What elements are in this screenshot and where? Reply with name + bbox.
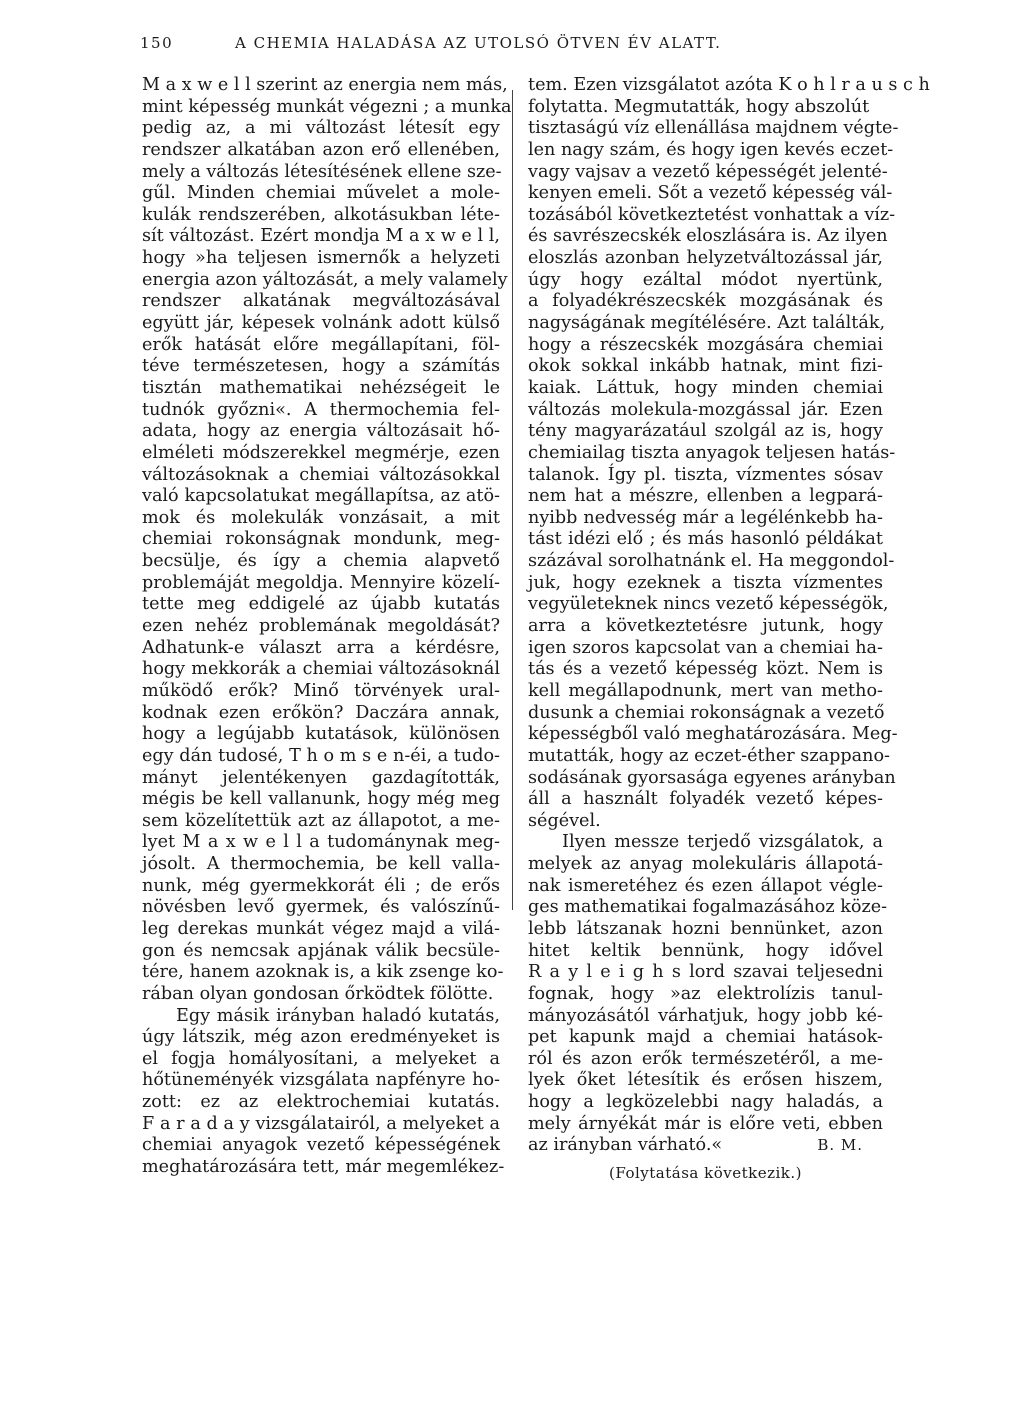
text-line: hogy »ha teljesen ismernők a helyzeti (142, 248, 500, 269)
column-divider (512, 90, 513, 910)
text-line: a folyadékrészecskék mozgásának és (528, 291, 883, 312)
text-line: tem. Ezen vizsgálatot azóta K o h l r a u s c h (528, 75, 930, 95)
text-line: okok sokkal inkább hatnak, mint fizi- (528, 356, 883, 377)
text-line: kulák rendszerében, alkotásukban léte- (142, 204, 500, 225)
closing-text: az irányban várható.« (528, 1135, 723, 1156)
right-column (528, 75, 930, 1185)
text-line: hogy mekkorák a chemiai változásoknál (142, 659, 500, 680)
text-line: rendszer alkatában azon erő ellenében, (142, 139, 500, 160)
text-line: nyibb nedvesség már a legélénkebb ha- (528, 507, 883, 528)
text-line: képességből való meghatározására. Meg- (528, 724, 898, 745)
continuation-note: (Folytatása következik.) (609, 1164, 802, 1183)
text-line: téve természetesen, hogy a számítás (142, 356, 500, 377)
text-line: sodásának gyorsasága egyenes arányban (528, 767, 896, 788)
text-line: ségével. (528, 810, 601, 831)
text-line: juk, hogy ezeknek a tiszta vízmentes (528, 572, 883, 593)
text-line: és savrészecskék eloszlására is. Az ilyen (528, 226, 888, 247)
text-line: folytatta. Megmutatták, hogy abszolút (528, 96, 870, 117)
text-line: leg derekas munkát végez majd a vilá- (142, 918, 500, 939)
text-line: áll a használt folyadék vezető képes- (528, 789, 883, 810)
text-line: vegyületeknek nincs vezető képességök, (528, 594, 889, 615)
text-line: lebb látszanak hozni bennünket, azon (528, 918, 883, 939)
text-line: nagyságának megítélésére. Azt találták, (528, 313, 886, 334)
text-line: hitet keltik bennünk, hogy idővel (528, 940, 883, 961)
text-line: arra a következtetésre jutunk, hogy (528, 616, 883, 637)
text-line: mányt jelentékenyen gazdagították, (142, 767, 500, 788)
text-line: hogy a részecskék mozgására chemiai (528, 334, 883, 355)
text-line: Adhatunk-e választ arra a kérdésre, (142, 637, 500, 658)
closing-line (528, 1135, 883, 1157)
text-line: kenyen emeli. Sőt a vezető képesség vál- (528, 183, 893, 204)
text-line: ezen nehéz problemának megoldását? (142, 616, 500, 637)
text-line: mok és molekulák vonzásait, a mit (142, 507, 500, 528)
page-number: 150 (140, 34, 174, 52)
text-line: elméleti módszerekkel megmérje, ezen (142, 442, 500, 463)
text-line: egy dán tudosé, T h o m s e n-éi, a tudo- (142, 745, 500, 766)
text-line: kaiak. Láttuk, hogy minden chemiai (528, 377, 883, 398)
text-line: becsülje, és így a chemia alapvető (142, 551, 500, 572)
text-line: tény magyarázatául szolgál az is, hogy (528, 421, 883, 442)
text-line: chemiailag tiszta anyagok teljesen hatás- (528, 442, 896, 463)
text-line: változás molekula-mozgással jár. Ezen (528, 399, 883, 420)
text-line: tást idézi elő ; és más hasonló példákat (528, 529, 883, 550)
text-line: fognak, hogy »az elektrolízis tanul- (528, 983, 883, 1004)
text-line: pedig az, a mi változást létesít egy (142, 118, 500, 139)
text-line: nunk, még gyermekkorát éli ; de erős (142, 875, 500, 896)
text-line: el fogja homályosítani, a melyeket a (142, 1048, 500, 1069)
text-line: chemiai rokonságnak mondunk, meg- (142, 529, 500, 550)
text-line: kodnak ezen erőkön? Daczára annak, (142, 702, 500, 723)
text-line: lyek őket létesítik és erősen hiszem, (528, 1070, 883, 1091)
text-line: gűl. Minden chemiai művelet a mole- (142, 183, 500, 204)
text-line: rendszer alkatának megváltozásával (142, 291, 500, 312)
text-line: problemáját megoldja. Mennyire közelí- (142, 572, 500, 593)
text-line: tére, hanem azoknak is, a kik zsenge ko- (142, 962, 504, 983)
text-line: való kapcsolatukat megállapítsa, az atö- (142, 486, 500, 507)
text-line: len nagy szám, és hogy igen kevés eczet- (528, 139, 894, 160)
text-line: F a r a d a y vizsgálatairól, a melyeket a (142, 1113, 500, 1134)
running-title: A CHEMIA HALADÁSA AZ UTOLSÓ ÖTVEN ÉV ALATT. (235, 34, 722, 52)
text-line: chemiai anyagok vezető képességének (142, 1135, 500, 1156)
text-line: mely árnyékát már is előre veti, ebben (528, 1113, 883, 1134)
text-line: zott: ez az elektrochemiai kutatás. (142, 1092, 500, 1113)
text-line: nak ismeretéhez és ezen állapot végle- (528, 875, 883, 896)
text-line: mégis be kell vallanunk, hogy még meg (142, 789, 500, 810)
text-line: eloszlás azonban helyzetváltozással jár, (528, 248, 883, 269)
author-initials: B. M. (817, 1136, 863, 1155)
text-line: gon és nemcsak apjának válik becsüle- (142, 940, 500, 961)
text-line: energia azon yáltozását, a mely valamely (142, 269, 508, 290)
text-line: mányozásától várhatjuk, hogy jobb ké- (528, 1005, 883, 1026)
text-line: meghatározására tett, már megemlékez- (142, 1157, 505, 1178)
text-line: tisztaságú víz ellenállása majdnem végte- (528, 118, 899, 139)
text-line: rában olyan gondosan őrködtek fölötte. (142, 983, 494, 1004)
text-line: dusunk a chemiai rokonságnak a vezető (528, 702, 885, 723)
text-line: kell megállapodnunk, mert van metho- (528, 680, 883, 701)
text-line: igen szoros kapcsolat van a chemiai ha- (528, 637, 883, 658)
text-line: tette meg eddigelé az újabb kutatás (142, 594, 500, 615)
text-line: úgy látszik, még azon eredményeket is (142, 1027, 500, 1048)
text-line: százával sorolhatnánk el. Ha meggondol- (528, 551, 895, 572)
text-line: mutatták, hogy az eczet-éther szappano- (528, 745, 890, 766)
text-line: adata, hogy az energia változásait hő- (142, 421, 500, 442)
text-line: melyek az anyag molekuláris állapotá- (528, 854, 883, 875)
text-line: pet kapunk majd a chemiai hatások- (528, 1027, 883, 1048)
text-line: hogy a legközelebbi nagy haladás, a (528, 1092, 883, 1113)
text-line: hogy a legújabb kutatások, különösen (142, 724, 500, 745)
text-line: úgy hogy ezáltal módot nyertünk, (528, 269, 883, 290)
text-line: tás és a vezető képesség közt. Nem is (528, 659, 883, 680)
text-line: működő erők? Minő törvények ural- (142, 680, 500, 701)
text-line: erők hatását előre megállapítani, föl- (142, 334, 500, 355)
text-line: lyet M a x w e l l a tudománynak meg- (142, 832, 500, 853)
text-line: változásoknak a chemiai változásokkal (142, 464, 500, 485)
text-line: M a x w e l l szerint az energia nem más, (142, 75, 508, 95)
text-line: mely a változás létesítésének ellene sze- (142, 161, 502, 182)
text-line: ges mathematikai fogalmazásához köze- (528, 897, 888, 918)
text-line: nem hat a mészre, ellenben a legpará- (528, 486, 883, 507)
running-header (140, 34, 900, 58)
text-line: Egy másik irányban haladó kutatás, (176, 1005, 500, 1026)
text-line: tozásából következtetést vonhattak a víz- (528, 204, 896, 225)
text-line: tudnók győzni«. A thermochemia fel- (142, 399, 500, 420)
left-column (142, 75, 512, 1179)
text-line: R a y l e i g h s lord szavai teljesedni (528, 962, 883, 983)
text-line: ról és azon erők természetéről, a me- (528, 1048, 883, 1069)
text-line: hőtüneményék vizsgálata napfényre ho- (142, 1070, 500, 1091)
text-line: növésben levő gyermek, és valószínű- (142, 897, 500, 918)
text-line: jósolt. A thermochemia, be kell valla- (142, 854, 500, 875)
text-line: talanok. Így pl. tiszta, vízmentes sósav (528, 464, 883, 485)
text-line: vagy vajsav a vezető képességét jelenté- (528, 161, 888, 182)
text-line: sem közelítettük azt az állapotot, a me- (142, 810, 500, 831)
text-line: együtt jár, képesek volnánk adott külső (142, 313, 500, 334)
text-line: Ilyen messze terjedő vizsgálatok, a (562, 832, 883, 853)
text-line: sít változást. Ezért mondja M a x w e l l, (142, 226, 500, 247)
text-line: tisztán mathematikai nehézségeit le (142, 377, 500, 398)
text-line: mint képesség munkát végezni ; a munka (142, 96, 512, 117)
